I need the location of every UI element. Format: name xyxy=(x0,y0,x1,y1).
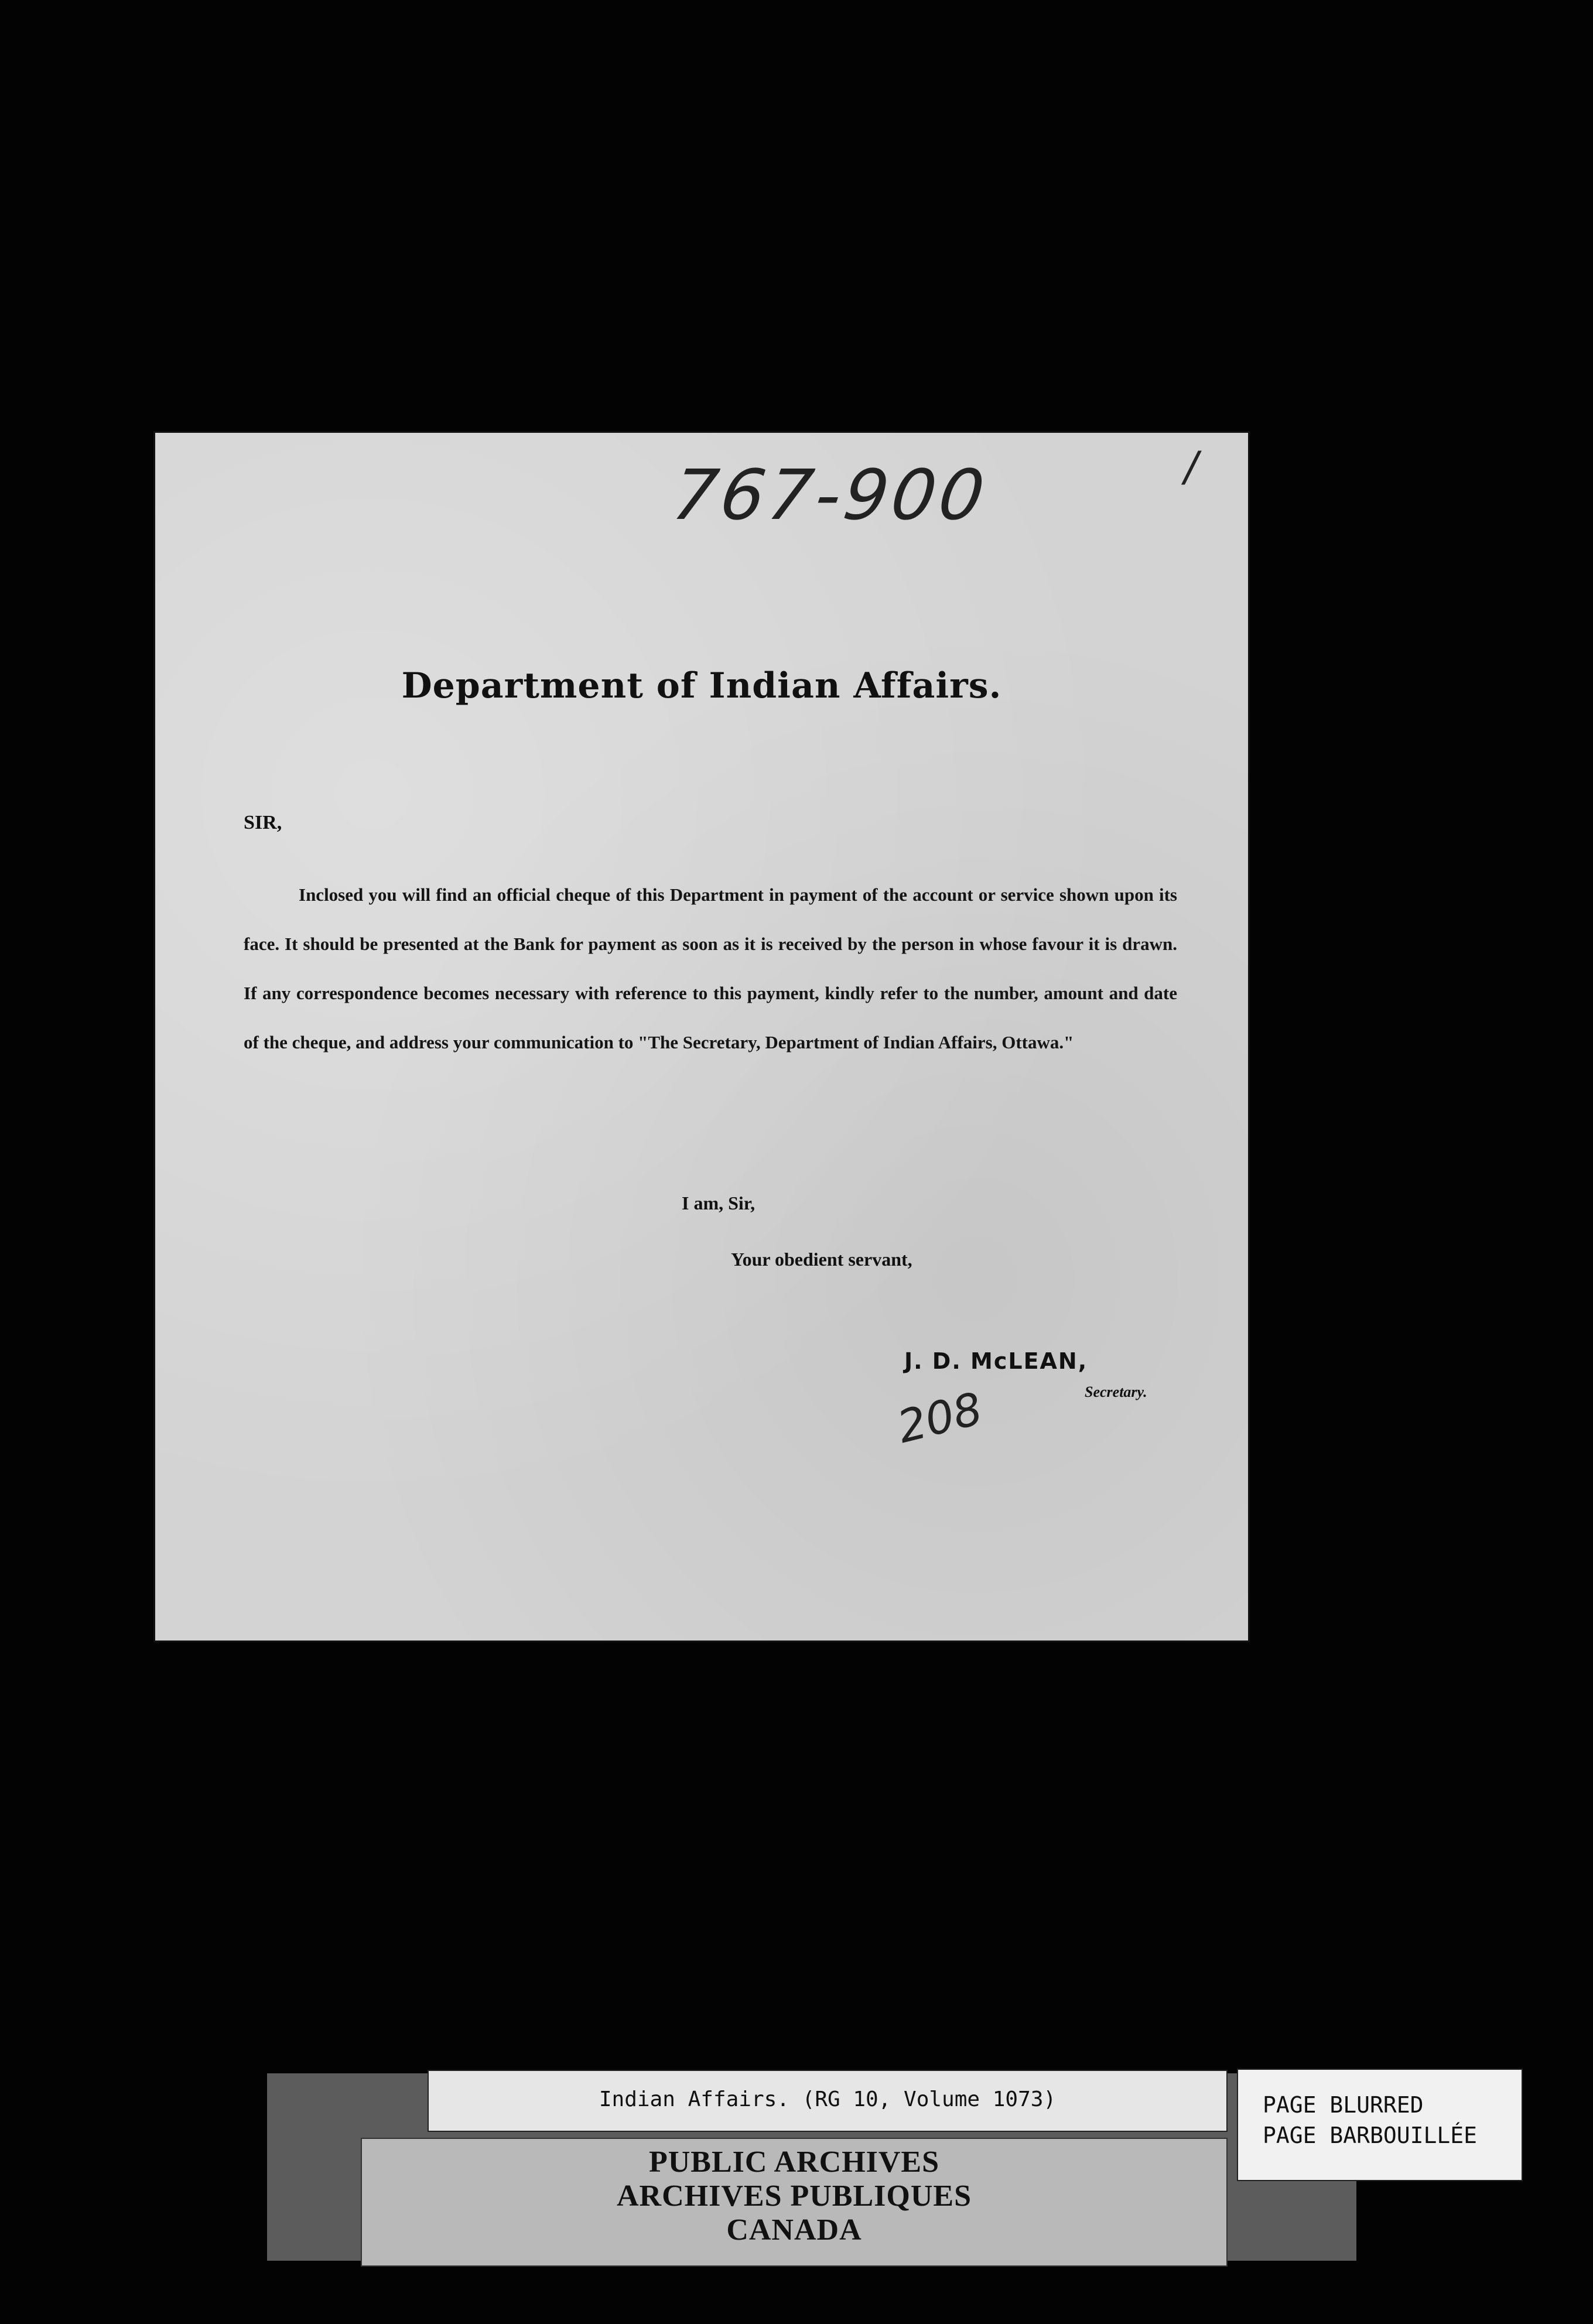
archives-stamp xyxy=(361,2138,1228,2267)
source-reference-text: Indian Affairs. (RG 10, Volume 1073) xyxy=(599,2087,1057,2111)
letter-heading: Department of Indian Affairs. xyxy=(401,665,1002,706)
signer-title: Secretary. xyxy=(1085,1383,1147,1400)
closing-line-1: I am, Sir, xyxy=(682,1192,756,1214)
handwritten-page-mark: / xyxy=(1184,443,1198,491)
page-blurred-note xyxy=(1237,2069,1523,2181)
stamp-line-2: ARCHIVES PUBLIQUES xyxy=(616,2179,972,2213)
handwritten-folio-number: 208 xyxy=(892,1382,987,1454)
source-reference-label xyxy=(428,2070,1228,2132)
letter-body: Inclosed you will find an official cheque of this Department in payment of the account or service shown upon its face. It should be presented at the Bank for payment as soon as it is received by the person in whose favour it is drawn. If any correspondence becomes necessary with reference to this payment, kindly refer to the number, amount and date of the cheque, and address your communication to "The Secretary, Department of Indian Affairs, Ottawa." xyxy=(244,884,1177,1052)
note-line-1: PAGE BLURRED xyxy=(1263,2092,1424,2118)
handwritten-file-number: 767-900 xyxy=(668,454,993,535)
closing-line-2: Your obedient servant, xyxy=(731,1249,912,1270)
signer-name: J. D. McLEAN, xyxy=(904,1348,1088,1374)
stamp-line-3: CANADA xyxy=(726,2213,862,2247)
stamp-line-1: PUBLIC ARCHIVES xyxy=(648,2145,940,2179)
salutation: SIR, xyxy=(244,812,282,833)
document-page xyxy=(153,431,1250,1642)
note-line-2: PAGE BARBOUILLÉE xyxy=(1263,2123,1478,2148)
